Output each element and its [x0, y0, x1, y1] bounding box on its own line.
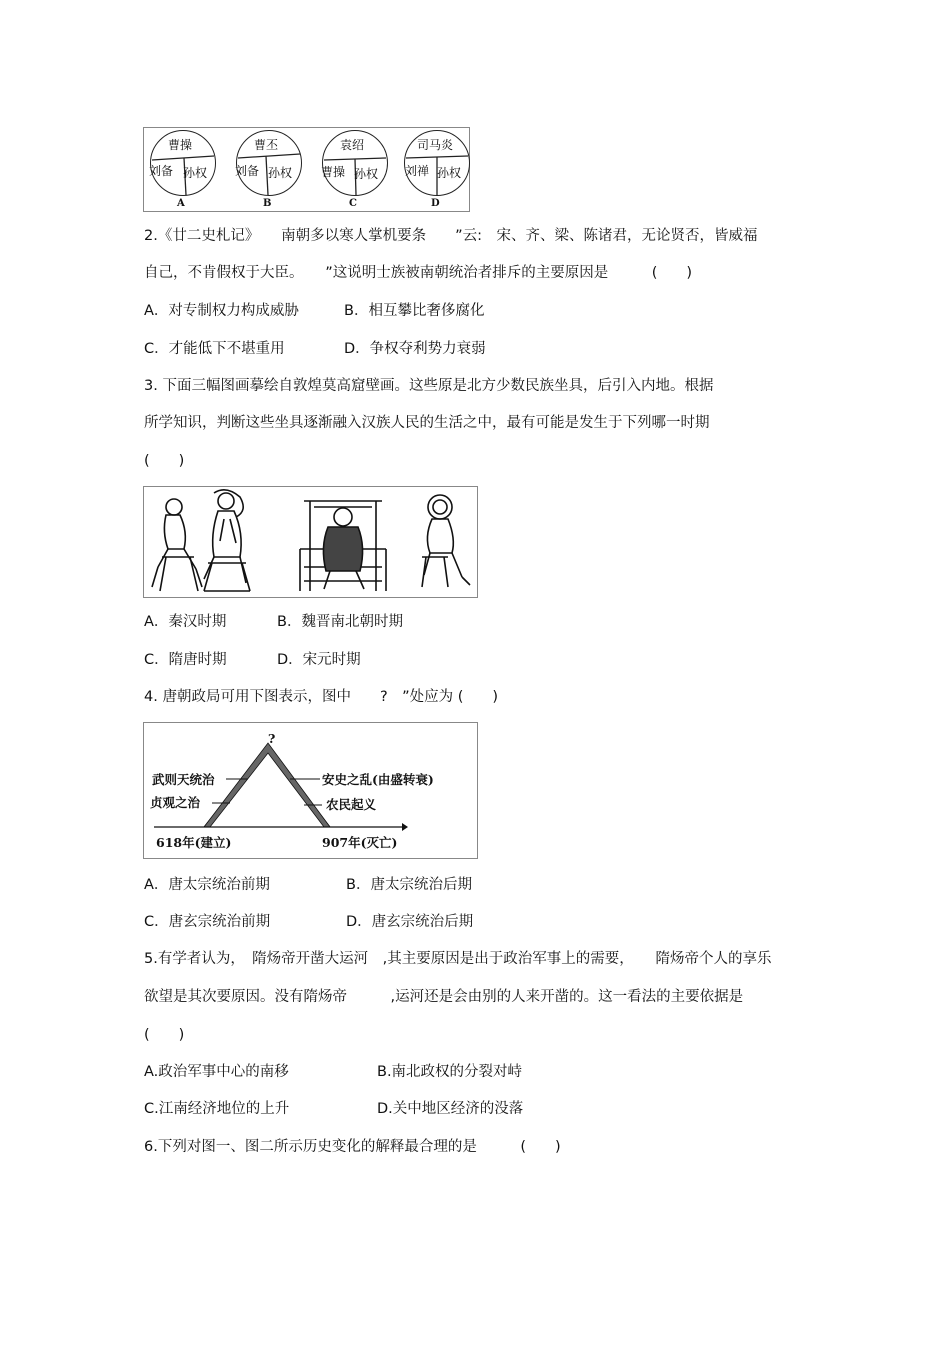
circle-a [144, 128, 224, 211]
tang-wu-zetian: 武则天统治 [152, 772, 215, 787]
q2-option-c[interactable]: C．才能低下不堪重用 [144, 341, 285, 357]
circle-b-top: 曹丕 [254, 138, 279, 152]
tang-zhenguan: 贞观之治 [150, 795, 201, 810]
circle-c-top: 袁绍 [340, 138, 365, 152]
circle-d-top: 司马炎 [417, 138, 454, 152]
tang-start-year: 618年(建立) [156, 835, 232, 850]
q3-stem-line1: 3. 下面三幅图画摹绘自敦煌莫高窟壁画。这些原是北方少数民族坐具，后引入内地。根据 [144, 378, 714, 394]
figure-pie-circles [143, 127, 470, 212]
mural-illustrations [144, 487, 477, 597]
circle-b-label: B [263, 198, 272, 209]
tang-peasant-uprising: 农民起义 [326, 797, 377, 812]
figure-dunhuang-seats [143, 486, 478, 598]
circle-a-left: 刘备 [149, 164, 174, 178]
q3-option-b[interactable]: B．魏晋南北朝时期 [277, 614, 403, 630]
q5-option-d[interactable]: D.关中地区经济的没落 [377, 1101, 524, 1117]
q4-option-b[interactable]: B．唐太宗统治后期 [346, 877, 472, 893]
q3-stem-line3: ( ) [144, 453, 185, 469]
q6-stem-line1: 6.下列对图一、图二所示历史变化的解释最合理的是 ( ) [144, 1139, 561, 1155]
circle-b-left: 刘备 [235, 164, 260, 178]
q3-stem-line2: 所学知识，判断这些坐具逐渐融入汉族人民的生活之中，最有可能是发生于下列哪一时期 [144, 415, 710, 431]
circle-c [316, 128, 396, 211]
circle-c-right: 孙权 [354, 167, 379, 181]
q5-stem-line2: 欲望是其次要原因。没有隋炀帝 ,运河还是会由别的人来开凿的。这一看法的主要依据是 [144, 989, 744, 1005]
q4-stem-line1: 4. 唐朝政局可用下图表示，图中 ? ”处应为 ( ) [144, 689, 499, 705]
figure-tang-politics [143, 722, 478, 859]
q5-option-b[interactable]: B.南北政权的分裂对峙 [377, 1064, 523, 1080]
circle-b-right: 孙权 [268, 166, 293, 180]
tang-anshi: 安史之乱(由盛转衰) [322, 772, 434, 787]
q3-option-d[interactable]: D．宋元时期 [277, 652, 361, 668]
q3-option-c[interactable]: C．隋唐时期 [144, 652, 227, 668]
circle-d-label: D [431, 198, 440, 209]
circle-a-top: 曹操 [168, 138, 193, 152]
tang-peak-label: ? [268, 731, 276, 746]
q3-option-a[interactable]: A．秦汉时期 [144, 614, 227, 630]
q4-option-d[interactable]: D．唐玄宗统治后期 [346, 914, 474, 930]
q5-stem-line3: ( ) [144, 1027, 185, 1043]
q2-option-b[interactable]: B．相互攀比奢侈腐化 [344, 303, 485, 319]
circle-a-right: 孙权 [183, 166, 208, 180]
q5-option-c[interactable]: C.江南经济地位的上升 [144, 1101, 290, 1117]
circle-a-label: A [177, 198, 185, 209]
q4-option-a[interactable]: A．唐太宗统治前期 [144, 877, 270, 893]
circle-d-right: 孙权 [437, 166, 462, 180]
q2-stem-line2: 自己，不肯假权于大臣。 ”这说明士族被南朝统治者排斥的主要原因是 ( ) [144, 265, 693, 281]
q2-option-a[interactable]: A．对专制权力构成威胁 [144, 303, 299, 319]
circle-d [400, 128, 470, 211]
q4-option-c[interactable]: C．唐玄宗统治前期 [144, 914, 271, 930]
circle-b [230, 128, 310, 211]
circle-c-left: 曹操 [321, 165, 346, 179]
q5-stem-line1: 5.有学者认为， 隋炀帝开凿大运河 ,其主要原因是出于政治军事上的需要， 隋炀帝个人的享乐 [144, 951, 772, 967]
q5-option-a[interactable]: A.政治军事中心的南移 [144, 1064, 289, 1080]
circle-c-label: C [349, 198, 357, 209]
tang-end-year: 907年(灭亡) [322, 835, 398, 850]
q2-stem-line1: 2.《廿二史札记》 南朝多以寒人掌机要条 ”云: 宋、齐、梁、陈诸君，无论贤否，皆威福 [144, 228, 758, 244]
circle-d-left: 刘禅 [405, 164, 430, 178]
q2-option-d[interactable]: D．争权夺利势力衰弱 [344, 341, 486, 357]
